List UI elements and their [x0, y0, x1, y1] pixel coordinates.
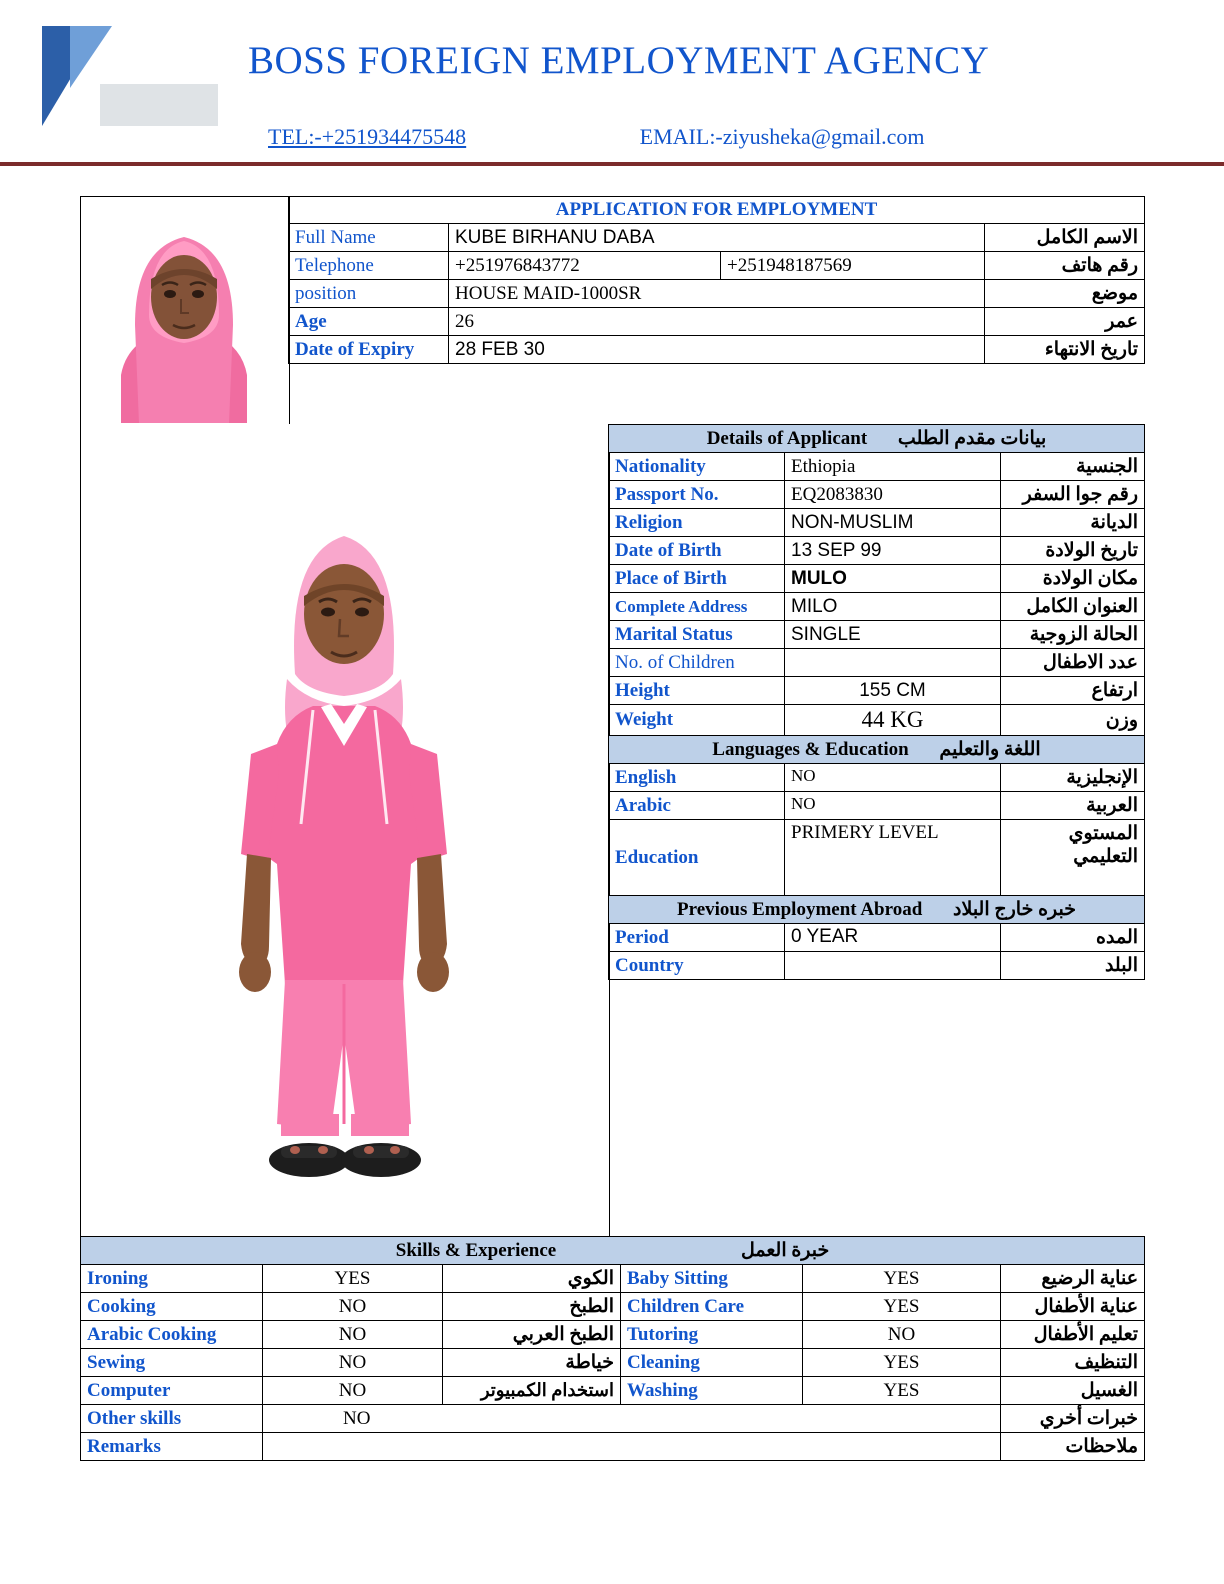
- label-english: English: [609, 764, 785, 792]
- value-arabic: NO: [785, 792, 1001, 820]
- arabic-cooking: الطبخ: [443, 1293, 621, 1321]
- table-row: [81, 1321, 1145, 1349]
- details-section-title-ar: بيانات مقدم الطلب: [897, 428, 1047, 449]
- document-header: [0, 0, 1224, 168]
- label-cleaning: Cleaning: [621, 1349, 803, 1377]
- details-section-title-en: Details of Applicant: [706, 428, 868, 449]
- arabic-place-of-birth: مكان الولادة: [1001, 565, 1145, 593]
- table-row: [609, 565, 1145, 593]
- arabic-other-skills: خبرات أخري: [1001, 1405, 1145, 1433]
- label-marital-status: Marital Status: [609, 621, 785, 649]
- label-cooking: Cooking: [81, 1293, 263, 1321]
- languages-section-title-ar: اللغة والتعليم: [939, 739, 1041, 760]
- section-header-languages: [609, 736, 1145, 764]
- label-place-of-birth: Place of Birth: [609, 565, 785, 593]
- arabic-position: موضع: [985, 280, 1145, 308]
- label-remarks: Remarks: [81, 1433, 263, 1461]
- table-row: [609, 952, 1145, 980]
- label-country: Country: [609, 952, 785, 980]
- label-computer: Computer: [81, 1377, 263, 1405]
- agency-name: BOSS FOREIGN EMPLOYMENT AGENCY: [248, 39, 990, 82]
- agency-logo-icon: [42, 26, 217, 126]
- arabic-nationality: الجنسية: [1001, 453, 1145, 481]
- value-weight: 44 KG: [785, 705, 1001, 736]
- label-education: Education: [609, 820, 785, 896]
- arabic-no-of-children: عدد الاطفال: [1001, 649, 1145, 677]
- value-arabic-cooking: NO: [263, 1321, 443, 1349]
- value-cleaning: YES: [803, 1349, 1001, 1377]
- label-no-of-children: No. of Children: [609, 649, 785, 677]
- previous-employment-title-en: Previous Employment Abroad: [677, 899, 923, 920]
- value-height: 155 CM: [785, 677, 1001, 705]
- arabic-passport-no: رقم جوا السفر: [1001, 481, 1145, 509]
- arabic-tutoring: تعليم الأطفال: [1001, 1321, 1145, 1349]
- table-row: [81, 1377, 1145, 1405]
- value-sewing: NO: [263, 1349, 443, 1377]
- label-sewing: Sewing: [81, 1349, 263, 1377]
- value-country: [785, 952, 1001, 980]
- value-nationality: Ethiopia: [785, 453, 1001, 481]
- table-row: [609, 481, 1145, 509]
- value-tutoring: NO: [803, 1321, 1001, 1349]
- table-row: [289, 197, 1145, 224]
- table-row: [609, 537, 1145, 565]
- table-row: [609, 621, 1145, 649]
- arabic-height: ارتفاع: [1001, 677, 1145, 705]
- table-row: [609, 593, 1145, 621]
- label-age: Age: [289, 308, 449, 336]
- table-row: [81, 1293, 1145, 1321]
- table-row: [609, 705, 1145, 736]
- previous-employment-title-ar: خبره خارج البلاد: [953, 899, 1077, 920]
- table-row: [289, 280, 1145, 308]
- arabic-sewing: خياطة: [443, 1349, 621, 1377]
- arabic-arabic-cooking: الطبخ العربي: [443, 1321, 621, 1349]
- label-date-of-expiry: Date of Expiry: [289, 336, 449, 364]
- arabic-date-of-expiry: تاريخ الانتهاء: [985, 336, 1145, 364]
- arabic-ironing: الكوي: [443, 1265, 621, 1293]
- table-row: [289, 252, 1145, 280]
- label-full-name: Full Name: [289, 224, 449, 252]
- label-other-skills: Other skills: [81, 1405, 263, 1433]
- label-religion: Religion: [609, 509, 785, 537]
- label-tutoring: Tutoring: [621, 1321, 803, 1349]
- skills-section-title-en: Skills & Experience: [395, 1240, 557, 1261]
- arabic-age: عمر: [985, 308, 1145, 336]
- table-row: [609, 677, 1145, 705]
- arabic-washing: الغسيل: [1001, 1377, 1145, 1405]
- value-religion: NON-MUSLIM: [785, 509, 1001, 537]
- contact-row: [268, 124, 1128, 150]
- arabic-computer: استخدام الكمبيوتر: [443, 1377, 621, 1405]
- arabic-baby-sitting: عناية الرضيع: [1001, 1265, 1145, 1293]
- value-full-name: KUBE BIRHANU DABA: [449, 224, 985, 252]
- arabic-arabic: العربية: [1001, 792, 1145, 820]
- applicant-portrait-photo: [80, 196, 290, 426]
- arabic-religion: الديانة: [1001, 509, 1145, 537]
- header-divider: [0, 162, 1224, 166]
- value-period: 0 YEAR: [785, 924, 1001, 952]
- value-place-of-birth: MULO: [785, 565, 1001, 593]
- arabic-country: البلد: [1001, 952, 1145, 980]
- languages-section-title-en: Languages & Education: [712, 739, 909, 760]
- label-weight: Weight: [609, 705, 785, 736]
- table-row: [81, 1265, 1145, 1293]
- value-english: NO: [785, 764, 1001, 792]
- table-row: [81, 1349, 1145, 1377]
- agency-telephone[interactable]: TEL:-+251934475548: [268, 124, 467, 149]
- value-complete-address: MILO: [785, 593, 1001, 621]
- details-table: [608, 424, 1145, 980]
- section-header-skills: [81, 1237, 1145, 1265]
- label-complete-address: Complete Address: [609, 593, 785, 621]
- value-cooking: NO: [263, 1293, 443, 1321]
- section-header-previous-employment: [609, 896, 1145, 924]
- label-telephone: Telephone: [289, 252, 449, 280]
- value-date-of-expiry: 28 FEB 30: [449, 336, 985, 364]
- table-row: [609, 509, 1145, 537]
- application-table: [288, 196, 1145, 364]
- arabic-date-of-birth: تاريخ الولادة: [1001, 537, 1145, 565]
- label-arabic: Arabic: [609, 792, 785, 820]
- agency-email[interactable]: EMAIL:-ziyusheka@gmail.com: [639, 124, 925, 149]
- label-arabic-cooking: Arabic Cooking: [81, 1321, 263, 1349]
- value-ironing: YES: [263, 1265, 443, 1293]
- table-row: [609, 453, 1145, 481]
- skills-section-title-ar: خبرة العمل: [740, 1240, 830, 1261]
- table-row: [289, 224, 1145, 252]
- label-baby-sitting: Baby Sitting: [621, 1265, 803, 1293]
- value-computer: NO: [263, 1377, 443, 1405]
- value-age: 26: [449, 308, 985, 336]
- table-row: [609, 649, 1145, 677]
- label-nationality: Nationality: [609, 453, 785, 481]
- arabic-children-care: عناية الأطفال: [1001, 1293, 1145, 1321]
- label-ironing: Ironing: [81, 1265, 263, 1293]
- table-row: [81, 1405, 1145, 1433]
- value-no-of-children: [785, 649, 1001, 677]
- label-passport-no: Passport No.: [609, 481, 785, 509]
- value-date-of-birth: 13 SEP 99: [785, 537, 1001, 565]
- value-other-skills: NO: [263, 1405, 1001, 1433]
- arabic-period: المده: [1001, 924, 1145, 952]
- value-baby-sitting: YES: [803, 1265, 1001, 1293]
- arabic-education: المستوي التعليمي: [1001, 820, 1145, 896]
- table-row: [609, 764, 1145, 792]
- table-row: [609, 820, 1145, 896]
- label-height: Height: [609, 677, 785, 705]
- label-date-of-birth: Date of Birth: [609, 537, 785, 565]
- value-washing: YES: [803, 1377, 1001, 1405]
- application-title: APPLICATION FOR EMPLOYMENT: [289, 197, 1145, 224]
- table-row: [609, 792, 1145, 820]
- value-telephone-2: +251948187569: [721, 252, 985, 280]
- value-telephone-1: +251976843772: [449, 252, 721, 280]
- table-row: [289, 308, 1145, 336]
- value-position: HOUSE MAID-1000SR: [449, 280, 985, 308]
- arabic-full-name: الاسم الكامل: [985, 224, 1145, 252]
- table-row: [81, 1433, 1145, 1461]
- label-washing: Washing: [621, 1377, 803, 1405]
- label-children-care: Children Care: [621, 1293, 803, 1321]
- arabic-telephone: رقم هاتف: [985, 252, 1145, 280]
- value-education: PRIMERY LEVEL: [785, 820, 1001, 896]
- value-marital-status: SINGLE: [785, 621, 1001, 649]
- label-position: position: [289, 280, 449, 308]
- arabic-cleaning: التنظيف: [1001, 1349, 1145, 1377]
- applicant-full-body-photo: [80, 424, 610, 1237]
- arabic-english: الإنجليزية: [1001, 764, 1145, 792]
- table-row: [609, 924, 1145, 952]
- label-period: Period: [609, 924, 785, 952]
- arabic-remarks: ملاحظات: [1001, 1433, 1145, 1461]
- table-row: [289, 336, 1145, 364]
- section-header-details: [609, 425, 1145, 453]
- value-children-care: YES: [803, 1293, 1001, 1321]
- value-remarks: [263, 1433, 1001, 1461]
- arabic-complete-address: العنوان الكامل: [1001, 593, 1145, 621]
- arabic-weight: وزن: [1001, 705, 1145, 736]
- value-passport-no: EQ2083830: [785, 481, 1001, 509]
- arabic-marital-status: الحالة الزوجية: [1001, 621, 1145, 649]
- skills-table: [80, 1236, 1145, 1461]
